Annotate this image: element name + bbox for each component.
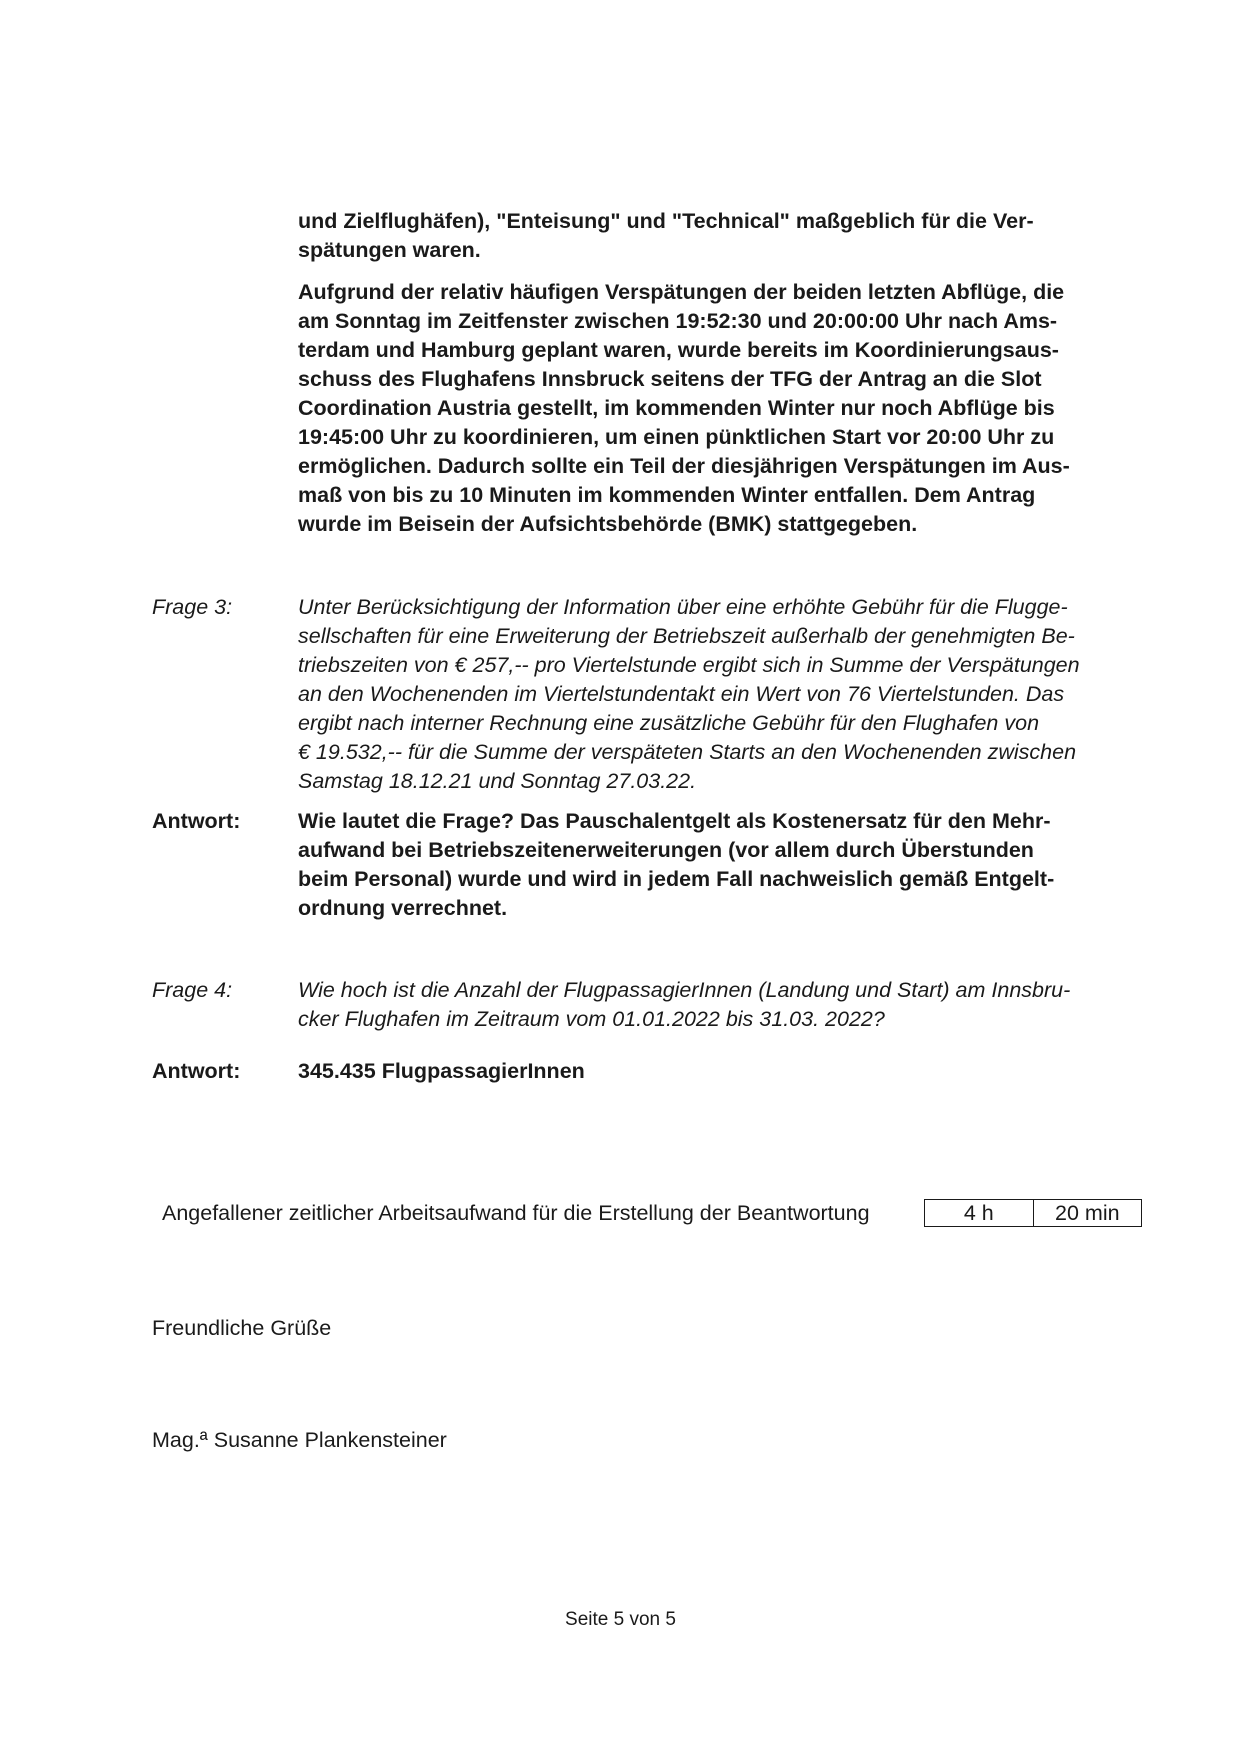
effort-table — [924, 1199, 1142, 1227]
answer-line: beim Personal) wurde und wird in jedem Fall nachweislich gemäß Entgelt- — [298, 867, 1055, 891]
answer-3-text — [298, 807, 1124, 923]
intro-line: spätungen waren. — [298, 238, 481, 262]
paragraph-line: terdam und Hamburg geplant waren, wurde bereits im Koordinierungsaus- — [298, 338, 1059, 362]
paragraph-line: ermöglichen. Dadurch sollte ein Teil der diesjährigen Verspätungen im Aus- — [298, 454, 1070, 478]
paragraph-line: Aufgrund der relativ häufigen Verspätungen der beiden letzten Abflüge, die — [298, 280, 1065, 304]
question-line: cker Flughafen im Zeitraum vom 01.01.2022 bis 31.03. 2022? — [298, 1007, 885, 1031]
effort-label: Angefallener zeitlicher Arbeitsaufwand für die Erstellung der Beantwortung — [162, 1201, 870, 1225]
paragraph-line: schuss des Flughafens Innsbruck seitens der TFG der Antrag an die Slot — [298, 367, 1042, 391]
answer-line: ordnung verrechnet. — [298, 896, 508, 920]
question-line: Unter Berücksichtigung der Information über eine erhöhte Gebühr für die Flugge- — [298, 595, 1068, 619]
page-number: Seite 5 von 5 — [565, 1609, 676, 1630]
effort-hours: 4 h — [925, 1200, 1034, 1227]
paragraph-line: wurde im Beisein der Aufsichtsbehörde (BMK) stattgegeben. — [298, 512, 918, 536]
question-3-text — [298, 593, 1124, 796]
answer-line: aufwand bei Betriebszeitenerweiterungen (vor allem durch Überstunden — [298, 838, 1034, 862]
question-line: € 19.532,-- für die Summe der verspäteten Starts an den Wochenenden zwischen — [298, 740, 1077, 764]
question-3-label: Frage 3: — [152, 595, 233, 619]
question-line: ergibt nach interner Rechnung eine zusätzliche Gebühr für den Flughafen von — [298, 711, 1040, 735]
intro-line: und Zielflughäfen), "Enteisung" und "Technical" maßgeblich für die Ver- — [298, 209, 1034, 233]
question-line: Wie hoch ist die Anzahl der FlugpassagierInnen (Landung und Start) am Innsbru- — [298, 978, 1071, 1002]
effort-row — [162, 1199, 1142, 1229]
question-line: an den Wochenenden im Viertelstundentakt ein Wert von 76 Viertelstunden. Das — [298, 682, 1065, 706]
question-4-label: Frage 4: — [152, 978, 233, 1002]
paragraph-line: maß von bis zu 10 Minuten im kommenden Winter entfallen. Dem Antrag — [298, 483, 1036, 507]
decision-paragraph — [298, 278, 1124, 539]
paragraph-line: Coordination Austria gestellt, im kommenden Winter nur noch Abflüge bis — [298, 396, 1055, 420]
answer-4-text — [298, 1057, 1124, 1086]
intro-paragraph — [298, 207, 1124, 265]
signature-name: Mag.ª Susanne Plankensteiner — [152, 1428, 447, 1452]
answer-line: 345.435 FlugpassagierInnen — [298, 1059, 585, 1083]
answer-3-label: Antwort: — [152, 809, 241, 833]
effort-minutes: 20 min — [1033, 1200, 1141, 1227]
question-4-text — [298, 976, 1124, 1034]
answer-4-label: Antwort: — [152, 1059, 241, 1083]
question-line: Samstag 18.12.21 und Sonntag 27.03.22. — [298, 769, 697, 793]
question-line: triebszeiten von € 257,-- pro Viertelstunde ergibt sich in Summe der Verspätungen — [298, 653, 1080, 677]
paragraph-line: 19:45:00 Uhr zu koordinieren, um einen pünktlichen Start vor 20:00 Uhr zu — [298, 425, 1055, 449]
closing-greeting: Freundliche Grüße — [152, 1316, 332, 1340]
answer-line: Wie lautet die Frage? Das Pauschalentgelt als Kostenersatz für den Mehr- — [298, 809, 1051, 833]
question-line: sellschaften für eine Erweiterung der Betriebszeit außerhalb der genehmigten Be- — [298, 624, 1075, 648]
paragraph-line: am Sonntag im Zeitfenster zwischen 19:52:30 und 20:00:00 Uhr nach Ams- — [298, 309, 1058, 333]
